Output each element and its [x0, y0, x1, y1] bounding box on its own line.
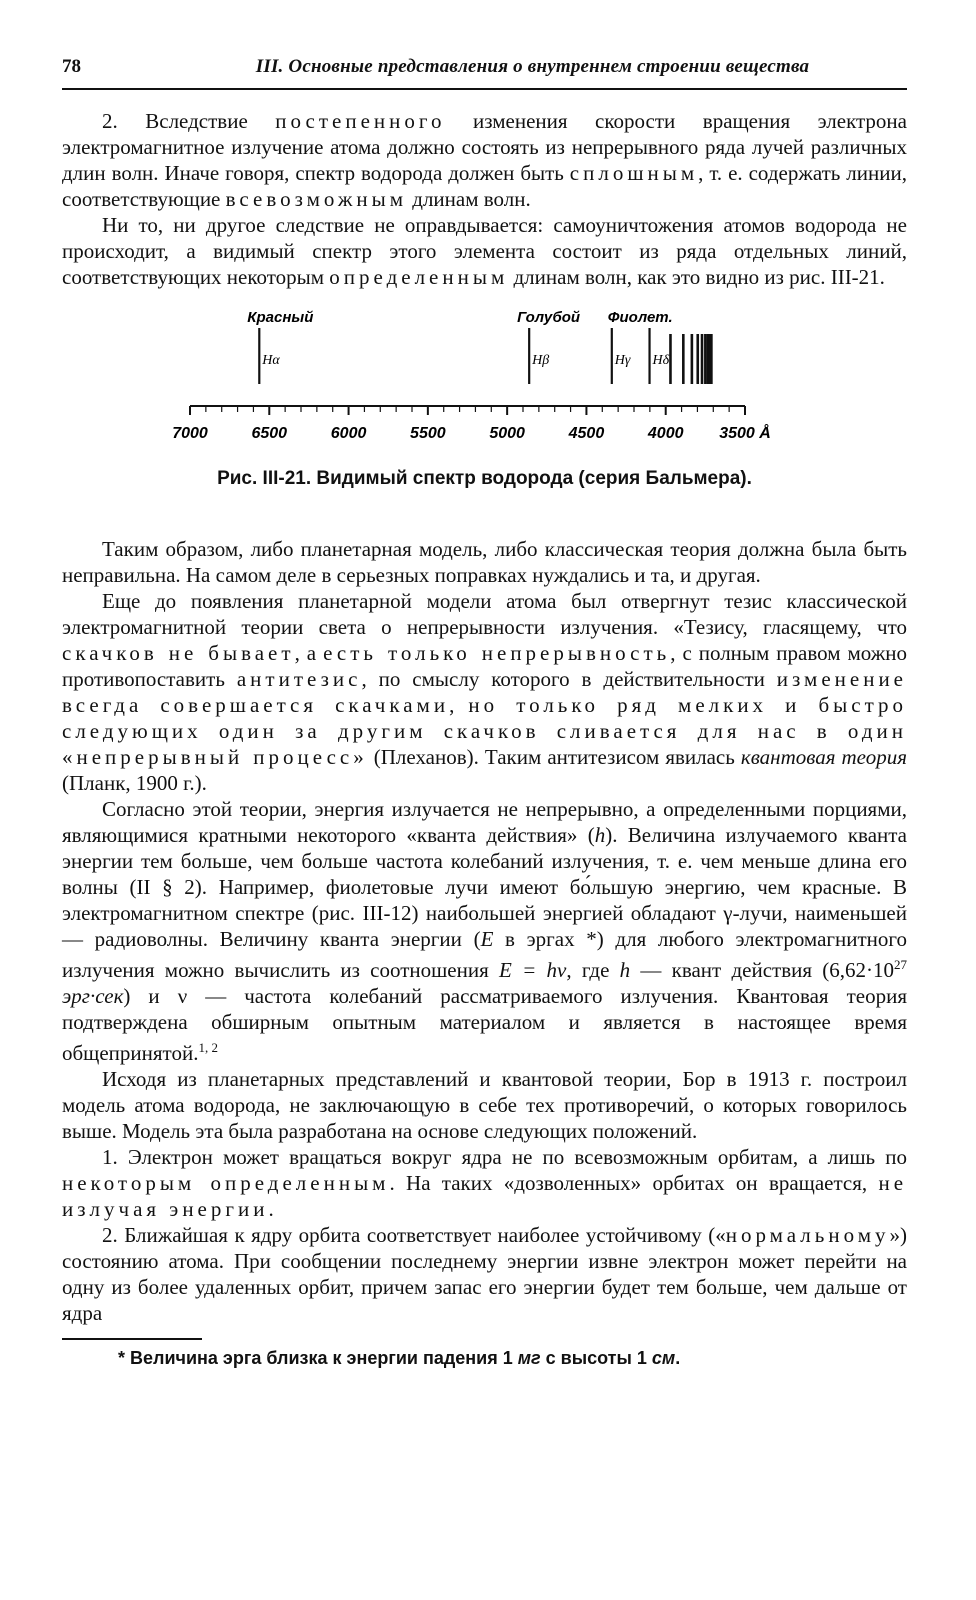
- paragraph-8: 2. Ближайшая к ядру орбита соответствует наиболее устойчивому («нормальному») состоянию атома. При сообщении последнему энергии извне электрон может перейти на одну из более удаленных орбит, причем запас его энергии будет тем больше, чем дальше от ядра: [62, 1223, 907, 1325]
- page-number: 78: [62, 56, 81, 77]
- color-label: Фиолет.: [607, 309, 673, 326]
- tick-label: 3500 Å: [719, 425, 771, 442]
- spectrum-figure: [62, 300, 907, 536]
- line-label: Hβ: [532, 353, 550, 368]
- line-label: Hα: [262, 353, 280, 368]
- paragraph-2: Ни то, ни другое следствие не оправдывается: самоуничтожения атомов водорода не происходит, а видимый спектр этого элемента состоит из ряда отдельных линий, соответствующих некоторым определенным длинам волн, как это видно из рис. III-21.: [62, 213, 907, 289]
- tick-label: 6000: [330, 425, 367, 442]
- figure-caption: Рис. III-21. Видимый спектр водорода (серия Бальмера).: [217, 468, 752, 489]
- tick-label: 4000: [647, 425, 684, 442]
- tick-label: 5000: [489, 425, 525, 442]
- paragraph-4: Еще до появления планетарной модели атома был отвергнут тезис классической электромагнитной теории света о непрерывности излучения. «Тезису, гласящему, что скачков не бывает, а есть только непрерывность, с полным правом можно противопоставить антитезис, по смыслу которого в действительности изменение всегда совершается скачками, но только ряд мелких и быстро следующих один за другим скачков сливается для нас в один «непрерывный процесс» (Плеханов). Таким антитезисом явилась квантовая теория (Планк, 1900 г.).: [62, 589, 907, 795]
- paragraph-7: 1. Электрон может вращаться вокруг ядра не по всевозможным орбитам, а лишь по некоторым определенным. На таких «дозволенных» орбитах он вращается, не излучая энергии.: [62, 1145, 908, 1221]
- page: [62, 56, 907, 1369]
- running-header: [62, 56, 907, 78]
- footnote-rule: [62, 1338, 202, 1340]
- paragraph-1: 2. Вследствие постепенного изменения скорости вращения электрона электромагнитное излучение атома должно состоять из непрерывного ряда лучей различных длин волн. Иначе говоря, спектр водорода должен быть сплошным, т. е. содержать линии, соответствующие всевозможным длинам волн.: [62, 109, 907, 211]
- spectrum-diagram: [62, 300, 907, 460]
- tick-label: 5500: [410, 425, 446, 442]
- header-rule: [62, 88, 907, 90]
- footnote: * Величина эрга близка к энергии падения 1 мг с высоты 1 см.: [118, 1348, 681, 1368]
- color-label: Голубой: [517, 309, 581, 326]
- line-label: Hδ: [652, 353, 670, 368]
- tick-label: 6500: [251, 425, 288, 442]
- tick-label: 4500: [568, 425, 605, 442]
- paragraph-6: Исходя из планетарных представлений и квантовой теории, Бор в 1913 г. построил модель атома водорода, не заключающую в себе тех противоречий, о которых говорилось выше. Модель эта была разработана на основе следующих положений.: [62, 1067, 907, 1143]
- paragraph-5: Согласно этой теории, энергия излучается не непрерывно, а определенными порциями, являющимися кратными некоторого «кванта действия» (h). Величина излучаемого кванта энергии тем больше, чем больше частота колебаний излучения, т. е. чем меньше длина его волны (II § 2). Например, фиолетовые лучи имеют бо́льшую энергию, чем красные. В электромагнитном спектре (рис. III-12) наибольшей энергией обладают γ-лучи, наименьшей — радиоволны. Величину кванта энергии (E в эргах *) для любого электромагнитного излучения можно вычислить из соотношения E = hν, где h — квант действия ($6,62\cdot 10^{27}$ эрг·сек) и ν — частота колебаний рассматриваемого излучения. Квантовая теория подтверждена обширным опытным материалом и является в настоящее время общепринятой.$^{1, 2}$: [62, 797, 908, 1065]
- tick-label: 7000: [172, 425, 208, 442]
- running-title: III. Основные представления о внутреннем строении вещества: [255, 56, 810, 77]
- line-label: Hγ: [614, 353, 631, 368]
- color-label: Красный: [247, 309, 314, 326]
- paragraph-3: Таким образом, либо планетарная модель, либо классическая теория должна была быть неправильна. На самом деле в серьезных поправках нуждались и та, и другая.: [62, 537, 907, 587]
